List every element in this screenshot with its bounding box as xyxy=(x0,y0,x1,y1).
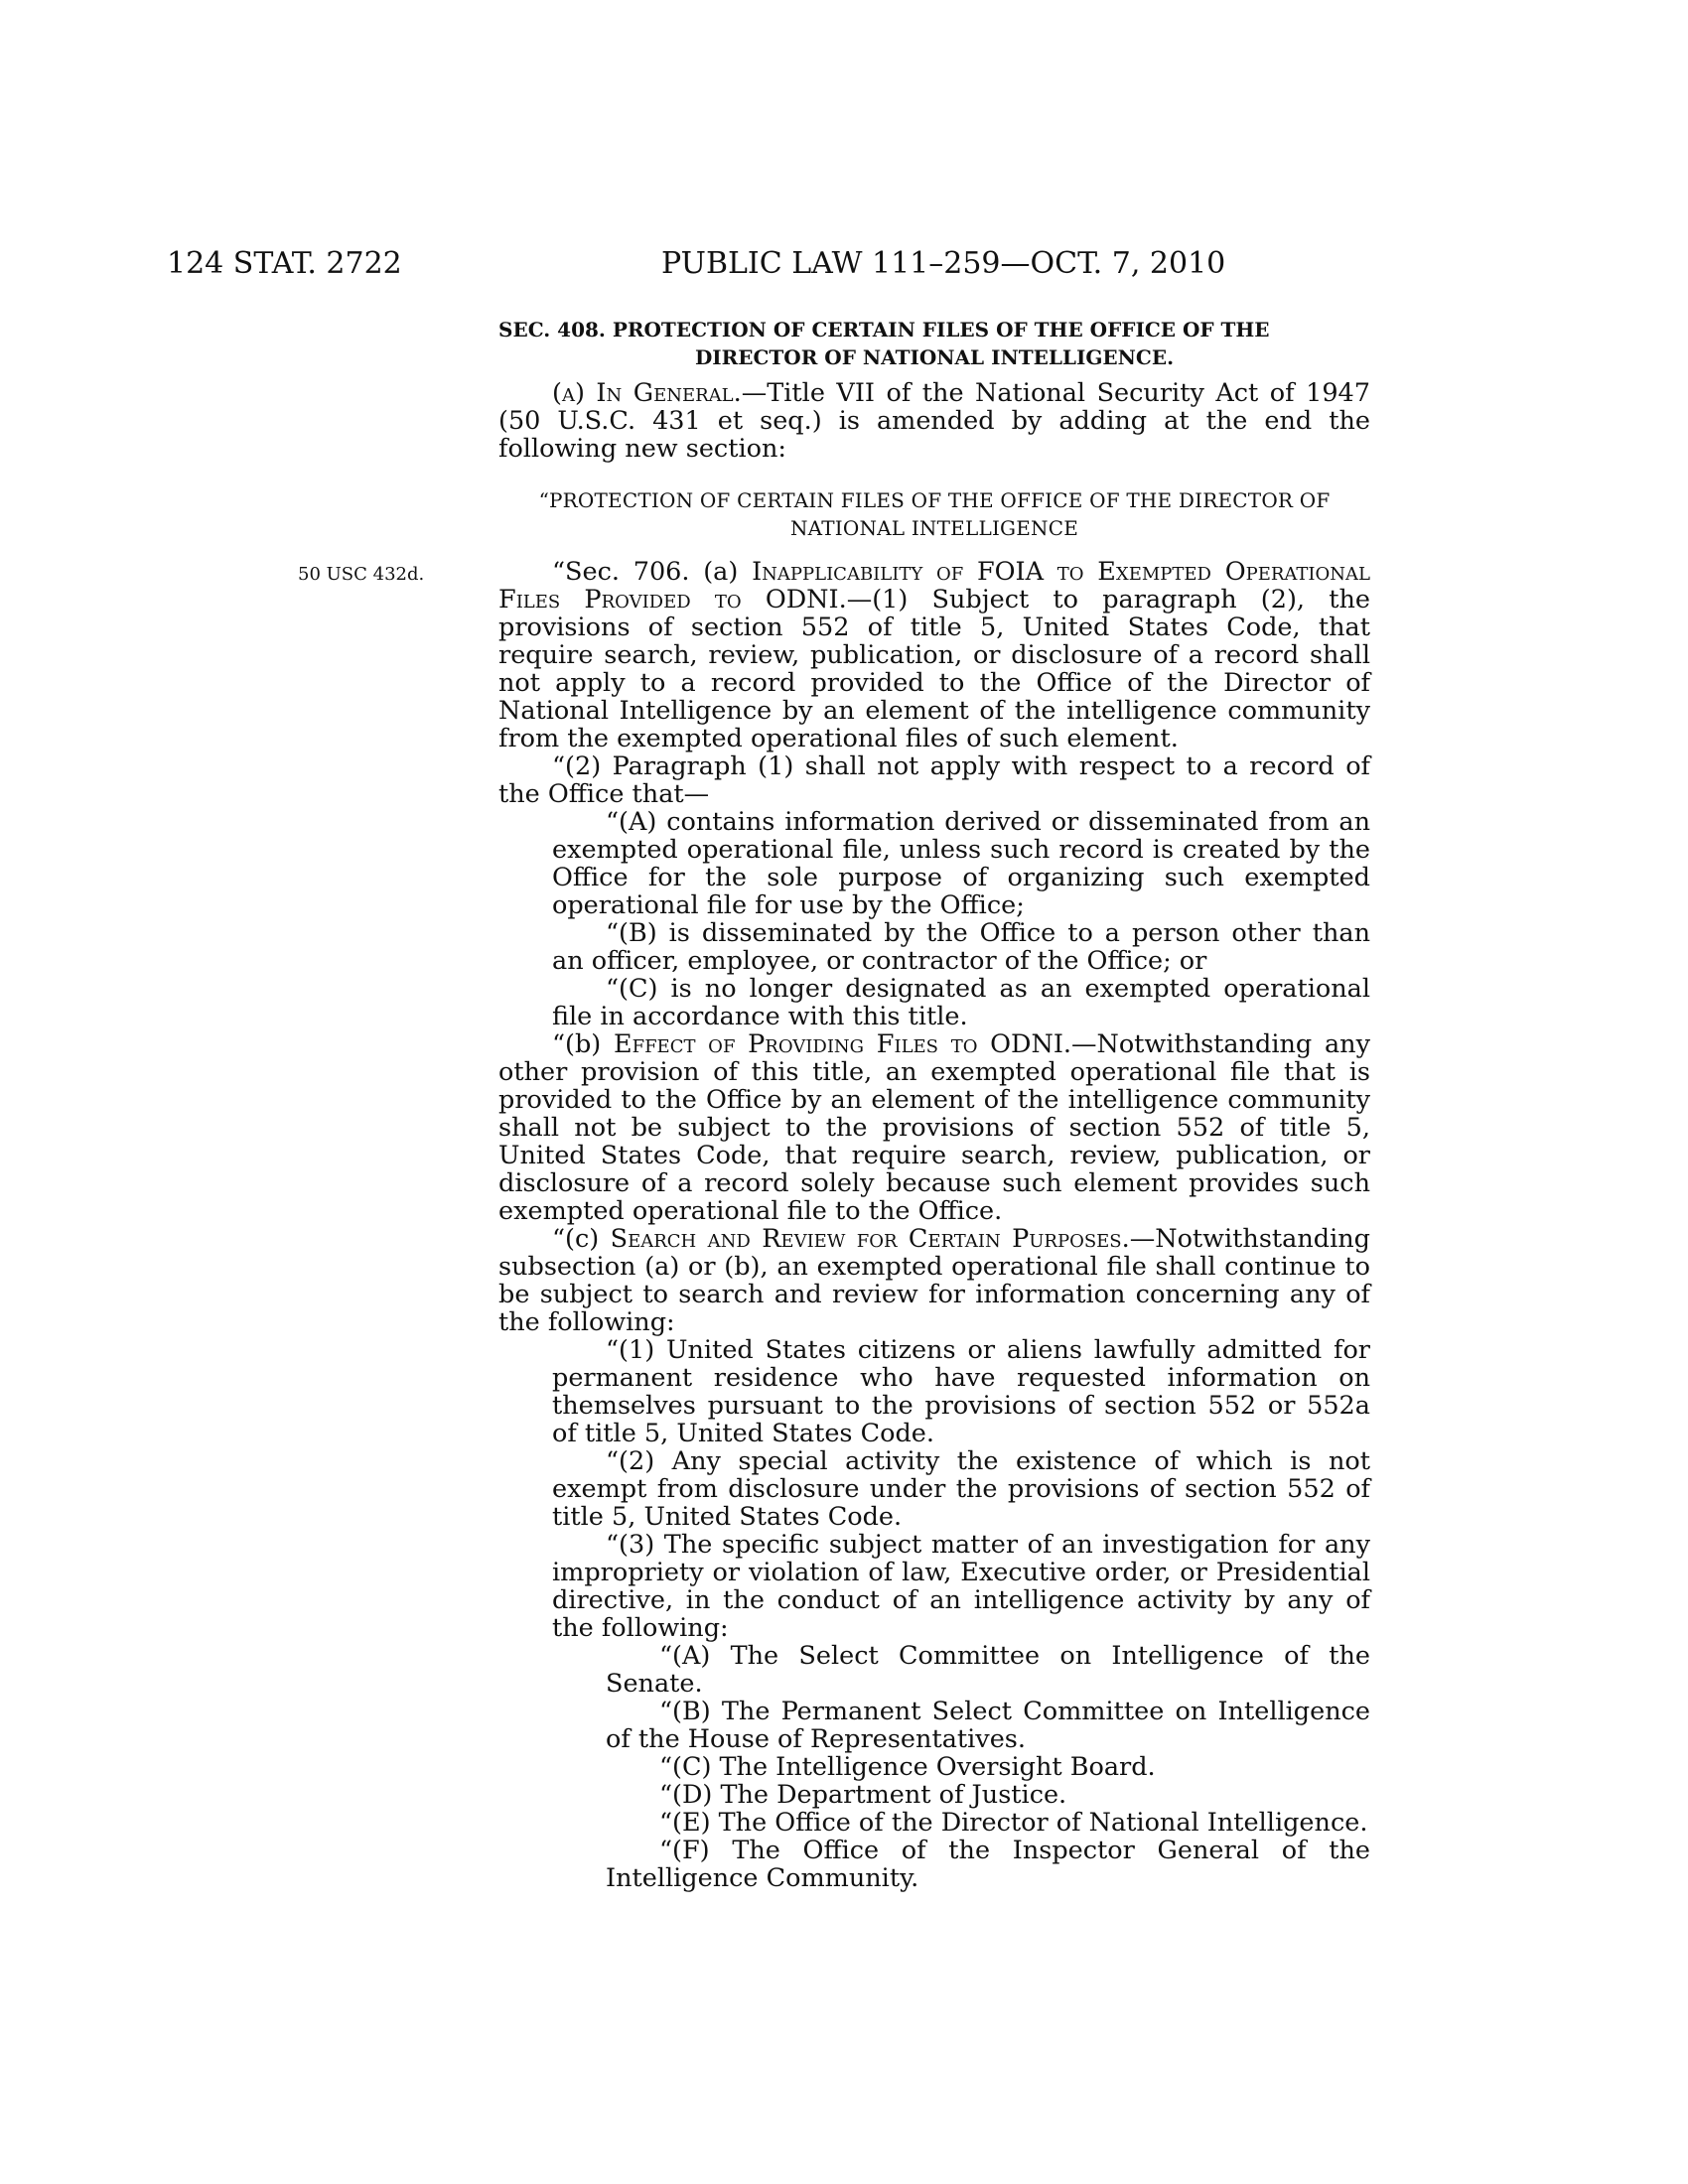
subsection-b-lead: “(b) xyxy=(552,1029,614,1059)
page-reference: 124 STAT. 2722 xyxy=(167,246,402,281)
subsection-c-text: —Notwithstanding subsection (a) or (b), an exempted operational file shall continue to be subject to search and review for information concerning any of the following: xyxy=(498,1224,1370,1337)
clause-a2-C: “(C) is no longer designated as an exempted operational file in accordance with this title. xyxy=(552,974,1370,1031)
intro-label: (a) In General. xyxy=(552,378,742,408)
section-heading-line1: SEC. 408. PROTECTION OF CERTAIN FILES OF THE OFFICE OF THE xyxy=(498,318,1270,341)
subsection-b-heading: Effect of Providing Files to ODNI. xyxy=(613,1029,1071,1059)
section-heading xyxy=(498,316,1370,371)
margin-citation: 50 USC 432d. xyxy=(298,564,425,585)
section-706-body xyxy=(498,558,1370,1892)
quoted-heading-line1: “PROTECTION OF CERTAIN FILES OF THE OFFICE OF THE DIRECTOR OF xyxy=(538,488,1331,512)
quoted-section-heading xyxy=(498,486,1370,542)
section-heading-line2: DIRECTOR OF NATIONAL INTELLIGENCE. xyxy=(694,345,1175,369)
intro-text: —Title VII of the National Security Act of 1947 (50 U.S.C. 431 et seq.) is amended by adding at the end the following new section: xyxy=(498,378,1370,464)
clause-c3-E: “(E) The Office of the Director of National Intelligence. xyxy=(659,1808,1368,1838)
clause-a2-A: “(A) contains information derived or disseminated from an exempted operational file, unless such record is created by the Office for the sole purpose of organizing such exempted operational file for use by the Office; xyxy=(552,807,1370,920)
clause-c3-F: “(F) The Office of the Inspector General of the Intelligence Community. xyxy=(606,1836,1370,1893)
subsection-b-text: —Notwithstanding any other provision of this title, an exempted operational file that is provided to the Office by an element of the intelligence community shall not be subject to the provisions of section 552 of title 5, United States Code, that require search, review, publication, or disclosure of a record solely because such element provides such exempted operational file to the Office. xyxy=(498,1029,1370,1226)
intro-block xyxy=(498,379,1370,463)
subsection-c-lead: “(c) xyxy=(552,1224,611,1254)
subsection-c-heading: Search and Review for Certain Purposes. xyxy=(610,1224,1130,1254)
subsection-c xyxy=(498,1225,1370,1336)
clause-a2-B: “(B) is disseminated by the Office to a person other than an officer, employee, or contractor of the Office; or xyxy=(552,918,1370,976)
quoted-heading-line2: NATIONAL INTELLIGENCE xyxy=(789,516,1079,540)
public-law-reference: PUBLIC LAW 111–259—OCT. 7, 2010 xyxy=(661,246,1226,281)
paragraph-c1: “(1) United States citizens or aliens lawfully admitted for permanent residence who have requested information on themselves pursuant to the provisions of section 552 or 552a of title 5, United States Code. xyxy=(552,1335,1370,1448)
clause-c3-A: “(A) The Select Committee on Intelligence of the Senate. xyxy=(606,1641,1370,1699)
clause-c3-C: “(C) The Intelligence Oversight Board. xyxy=(659,1752,1156,1782)
subsection-b xyxy=(498,1030,1370,1225)
subsection-a-paragraph-1 xyxy=(498,558,1370,752)
clause-c3-D: “(D) The Department of Justice. xyxy=(659,1780,1067,1810)
clause-c3-B: “(B) The Permanent Select Committee on Intelligence of the House of Representatives. xyxy=(606,1697,1370,1754)
subsection-a-text: —(1) Subject to paragraph (2), the provisions of section 552 of title 5, United States Code, that require search, review, publication, or disclosure of a record shall not apply to a record provided to the Office of the Director of National Intelligence by an element of the intelligence community from the exempted operational files of such element. xyxy=(498,585,1370,753)
paragraph-c3: “(3) The specific subject matter of an investigation for any impropriety or violation of law, Executive order, or Presidential directive, in the conduct of an intelligence activity by any of the following: xyxy=(552,1530,1370,1643)
intro-paragraph xyxy=(498,379,1370,463)
subsection-a-paragraph-2: “(2) Paragraph (1) shall not apply with respect to a record of the Office that— xyxy=(498,751,1370,809)
running-header xyxy=(167,246,1378,286)
subsection-a-lead: “Sec. 706. (a) xyxy=(552,557,753,587)
subsection-a-heading: Inapplicability of FOIA to Exempted Operational Files Provided to ODNI. xyxy=(498,557,1371,614)
paragraph-c2: “(2) Any special activity the existence of which is not exempt from disclosure under the provisions of section 552 of title 5, United States Code. xyxy=(552,1446,1370,1532)
